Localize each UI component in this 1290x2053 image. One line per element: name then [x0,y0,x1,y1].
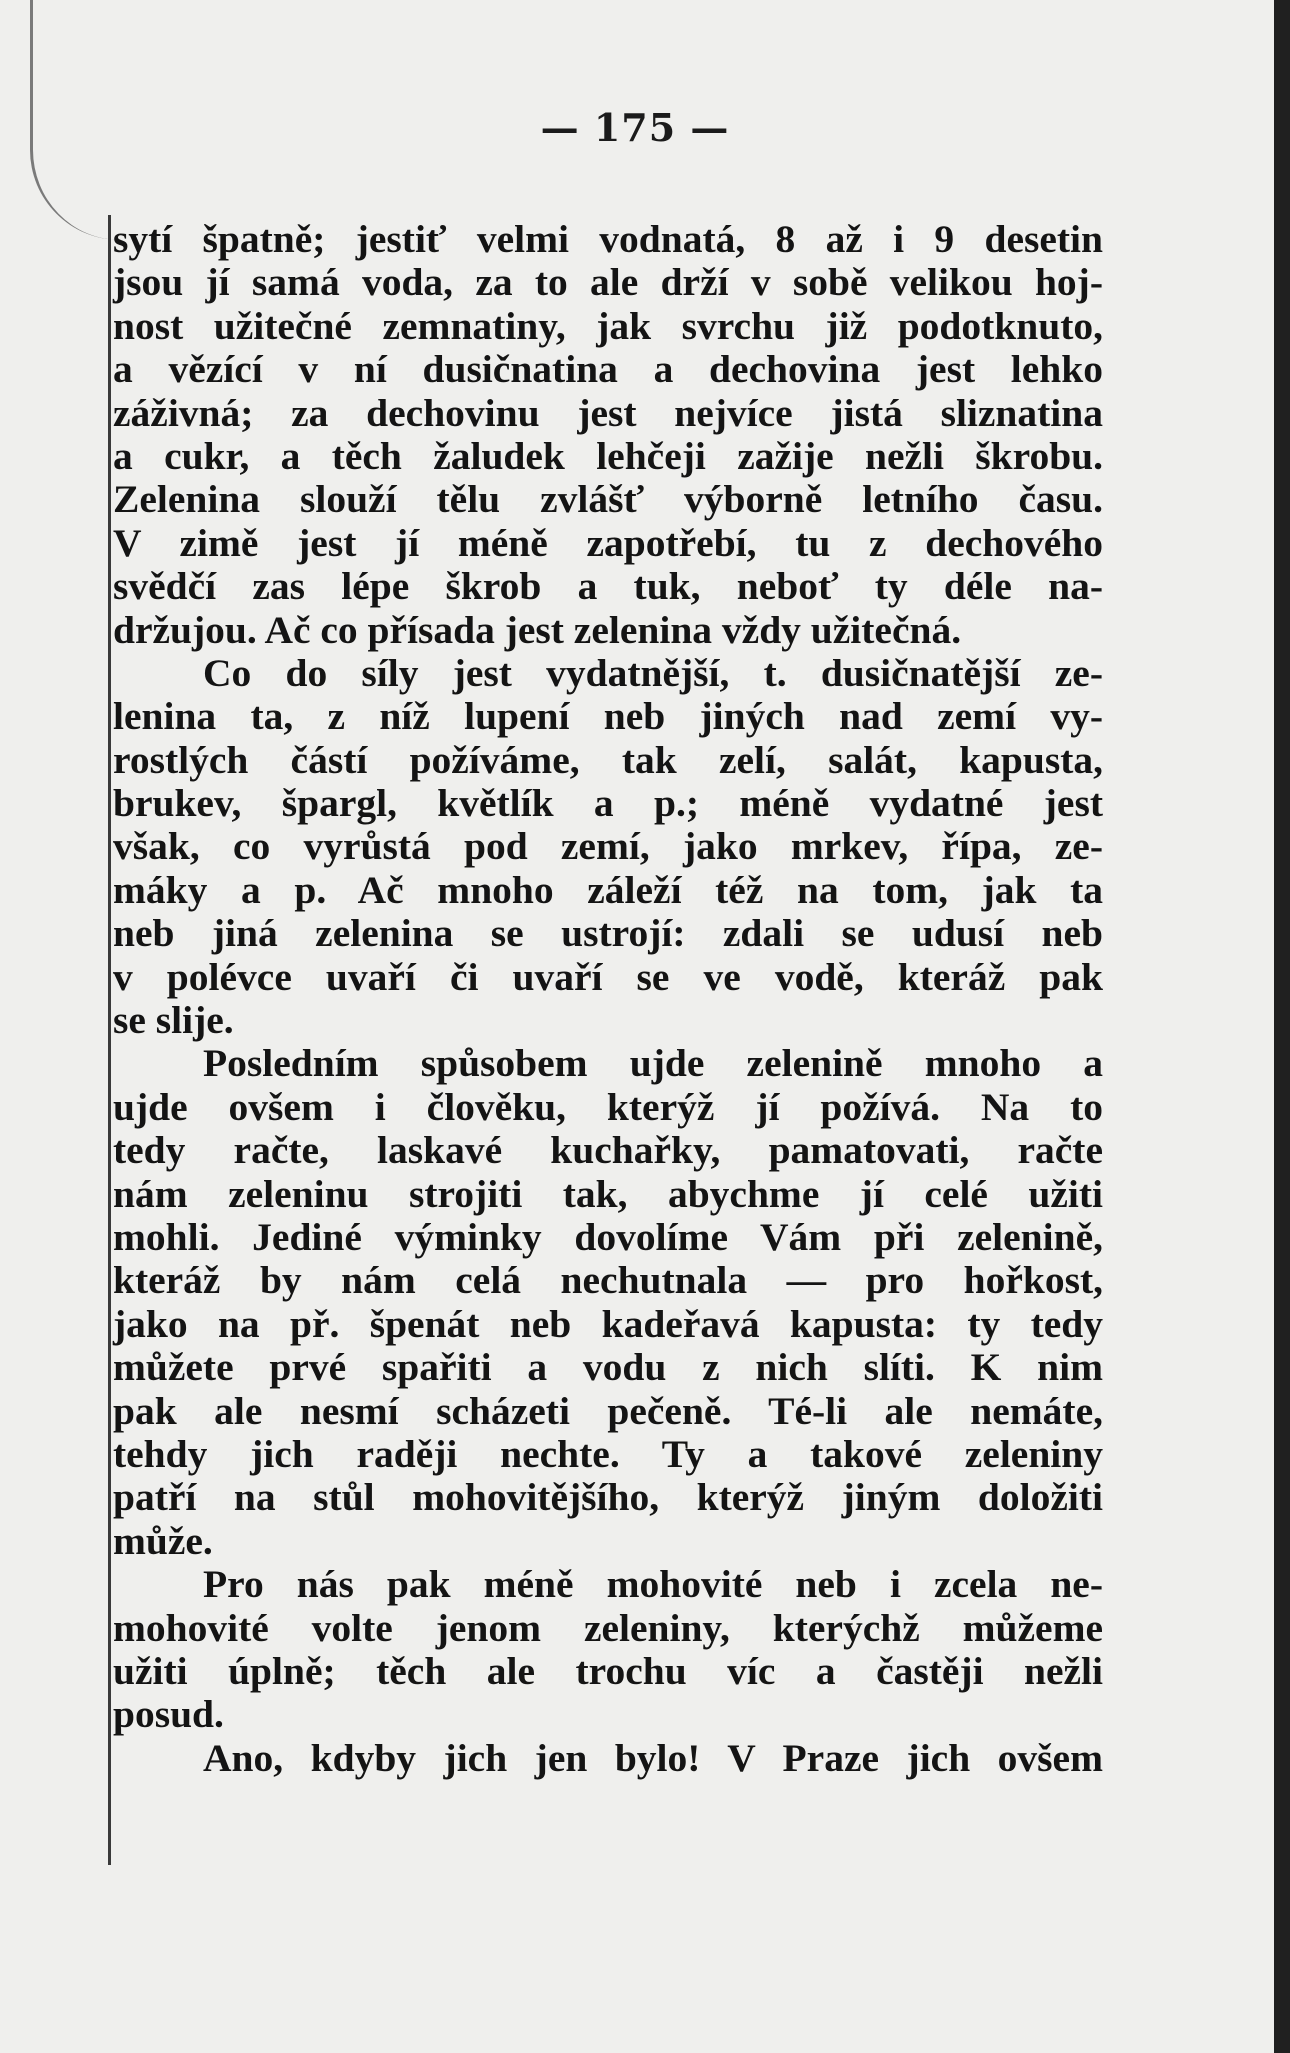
text-line: jsou jí samá voda, za to ale drží v sobě velikou hoj- [113,260,1103,305]
text-line: záživná; za dechovinu jest nejvíce jistá sliznatina [113,390,1103,435]
text-line: svědčí zas lépe škrob a tuk, neboť ty déle na- [113,564,1103,609]
text-line: posud. [113,1692,224,1737]
text-line: ujde ovšem i člověku, kterýž jí požívá. Na to [113,1084,1103,1129]
text-line: držujou. Ač co přísada jest zelenina vždy užitečná. [113,607,962,652]
text-line: Zelenina slouží tělu zvlášť výborně letního času. [113,477,1103,522]
text-line: tedy račte, laskavé kuchařky, pamatovati, račte [113,1128,1103,1173]
text-line: brukev, špargl, květlík a p.; méně vydatné jest [113,781,1103,826]
text-line: může. [113,1518,213,1563]
text-line: pak ale nesmí scházeti pečeně. Té-li ale nemáte, [113,1388,1103,1433]
text-line: nost užitečné zemnatiny, jak svrchu již podotknuto, [113,303,1103,348]
text-line: však, co vyrůstá pod zemí, jako mrkev, řípa, ze- [113,824,1103,869]
text-line: užiti úplně; těch ale trochu víc a častěji nežli [113,1648,1103,1693]
text-line: mohli. Jediné výminky dovolíme Vám při zelenině, [113,1214,1103,1259]
page-number: — 175 — [540,105,730,150]
text-line: mohovité volte jenom zeleniny, kterýchž můžeme [113,1605,1103,1650]
text-line: neb jiná zelenina se ustrojí: zdali se udusí neb [113,911,1103,956]
text-line: jako na př. špenát neb kadeřavá kapusta: ty tedy [113,1301,1103,1346]
text-line: tehdy jich raději nechte. Ty a takové zeleniny [113,1431,1103,1476]
text-line: patří na stůl mohovitějšího, kterýž jiným doložiti [113,1475,1103,1520]
text-line: kteráž by nám celá nechutnala — pro hořkost, [113,1258,1103,1303]
text-line: V zimě jest jí méně zapotřebí, tu z dechového [113,520,1103,565]
text-line: máky a p. Ač mnoho záleží též na tom, jak ta [113,867,1103,912]
text-line: Co do síly jest vydatnější, t. dusičnatější ze- [203,650,1103,695]
text-line: v polévce uvaří či uvaří se ve vodě, kteráž pak [113,954,1103,999]
binding-edge-line [108,215,111,1865]
text-line: a vězící v ní dusičnatina a dechovina jest lehko [113,347,1103,392]
text-line: sytí špatně; jestiť velmi vodnatá, 8 až i 9 desetin [113,217,1103,261]
text-line: lenina ta, z níž lupení neb jiných nad zemí vy- [113,694,1103,739]
text-line: můžete prvé spařiti a vodu z nich slíti. K nim [113,1345,1103,1390]
text-line: Pro nás pak méně mohovité neb i zcela ne- [203,1562,1103,1607]
text-line: nám zeleninu strojiti tak, abychme jí celé užiti [113,1171,1103,1216]
page-right-edge [1274,0,1290,2053]
text-line: Ano, kdyby jich jen bylo! V Praze jich ovšem [203,1735,1103,1780]
text-line: se slije. [113,998,234,1043]
text-line: Posledním spůsobem ujde zelenině mnoho a [203,1041,1103,1086]
text-line: rostlých částí požíváme, tak zelí, salát, kapusta, [113,737,1103,782]
text-line: a cukr, a těch žaludek lehčeji zažije nežli škrobu. [113,433,1103,478]
body-text [113,218,1103,1780]
